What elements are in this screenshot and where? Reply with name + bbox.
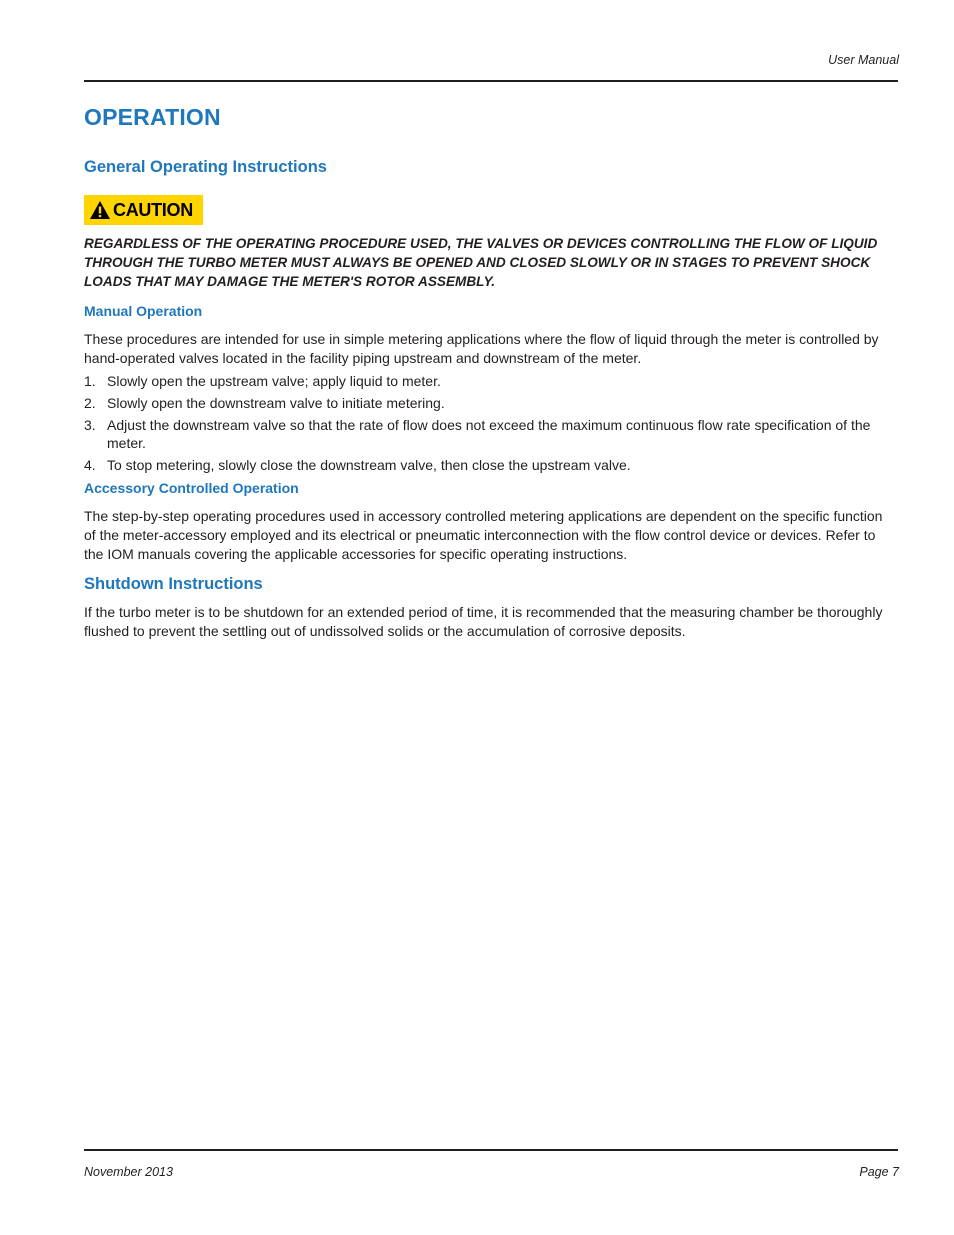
- footer-page-number: Page 7: [859, 1165, 899, 1179]
- step-text: Slowly open the downstream valve to initiate metering.: [107, 395, 445, 411]
- caution-label: CAUTION: [113, 199, 193, 220]
- accessory-operation-text: The step-by-step operating procedures used in accessory controlled metering applications are dependent on the specific function of the meter-accessory employed and its electrical or pneumatic interconnection with the flow control device or devices. Refer to the IOM manuals covering the applicable accessories for specific operating instructions.: [84, 508, 883, 562]
- step-text: Adjust the downstream valve so that the rate of flow does not exceed the maximum continuous flow rate specification of the meter.: [107, 417, 871, 451]
- step-text: To stop metering, slowly close the downstream valve, then close the upstream valve.: [107, 457, 631, 473]
- caution-warning-text: REGARDLESS OF THE OPERATING PROCEDURE USED, THE VALVES OR DEVICES CONTROLLING THE FLOW OF LIQUID THROUGH THE TURBO METER MUST ALWAYS BE OPENED AND CLOSED SLOWLY OR IN STAGES TO PREVENT SHOCK LOADS THAT MAY DAMAGE THE METER'S ROTOR ASSEMBLY.: [84, 236, 878, 289]
- step-number: 4.: [84, 457, 96, 473]
- step-text: Slowly open the upstream valve; apply liquid to meter.: [107, 373, 441, 389]
- footer-date: November 2013: [84, 1165, 173, 1179]
- list-item: [84, 416, 898, 452]
- step-number: 3.: [84, 417, 96, 433]
- header-rule: [84, 80, 898, 82]
- shutdown-text: If the turbo meter is to be shutdown for an extended period of time, it is recommended that the measuring chamber be thoroughly flushed to prevent the settling out of undissolved solids or the accumulation of corrosive deposits.: [84, 604, 883, 639]
- step-number: 1.: [84, 373, 96, 389]
- header-document-label: User Manual: [828, 53, 899, 67]
- footer-rule: [84, 1149, 898, 1151]
- section-title: OPERATION: [84, 104, 221, 130]
- shutdown-heading: Shutdown Instructions: [84, 575, 263, 593]
- manual-operation-heading: Manual Operation: [84, 303, 203, 319]
- manual-operation-steps: [84, 372, 898, 474]
- warning-triangle-icon: [89, 200, 111, 220]
- caution-badge: [84, 195, 203, 225]
- list-item: [84, 394, 898, 412]
- list-item: [84, 372, 898, 390]
- general-operating-heading: General Operating Instructions: [84, 158, 327, 176]
- step-number: 2.: [84, 395, 96, 411]
- list-item: [84, 456, 898, 474]
- accessory-operation-heading: Accessory Controlled Operation: [84, 480, 299, 496]
- page-content: [84, 104, 898, 641]
- manual-operation-intro: These procedures are intended for use in simple metering applications where the flow of liquid through the meter is controlled by hand-operated valves located in the facility piping upstream and downstream of the meter.: [84, 331, 879, 366]
